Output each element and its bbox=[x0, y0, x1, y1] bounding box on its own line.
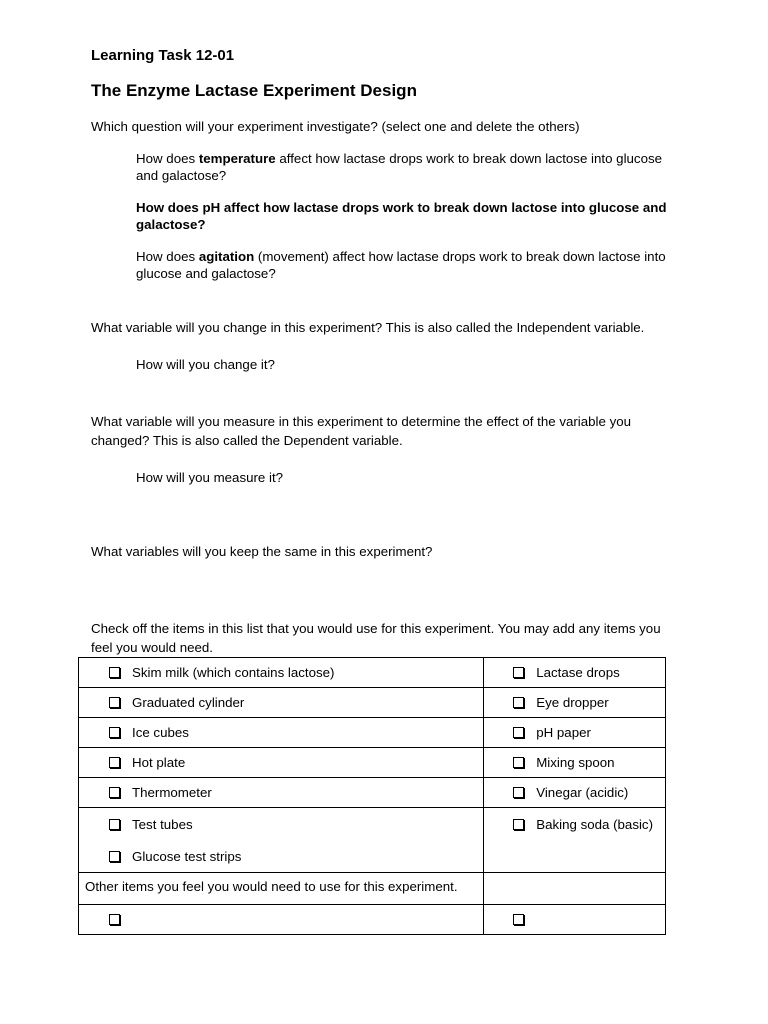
task-label: Learning Task 12-01 bbox=[91, 47, 235, 64]
checklist-item[interactable] bbox=[484, 718, 665, 747]
item-label: Vinegar (acidic) bbox=[536, 785, 629, 800]
checkbox-icon[interactable] bbox=[109, 819, 120, 830]
table-row bbox=[79, 808, 666, 873]
page-title: The Enzyme Lactase Experiment Design bbox=[91, 81, 417, 100]
dependent-variable-question: What variable will you measure in this experiment to determine the effect of the variable you changed? This is also called the Dependent variable. bbox=[91, 414, 632, 448]
option-agitation-bold: agitation bbox=[198, 249, 255, 264]
checkbox-icon[interactable] bbox=[513, 667, 524, 678]
option-ph[interactable]: How does pH affect how lactase drops work to break down lactose into glucose and galactose? bbox=[136, 200, 667, 232]
option-temperature[interactable] bbox=[136, 150, 676, 184]
item-label: Glucose test strips bbox=[132, 848, 242, 864]
checkbox-icon[interactable] bbox=[109, 757, 120, 768]
checkbox-icon[interactable] bbox=[513, 787, 524, 798]
investigate-question: Which question will your experiment investigate? (select one and delete the others) bbox=[91, 119, 580, 134]
table-row bbox=[79, 778, 666, 808]
checklist-item[interactable] bbox=[79, 778, 483, 807]
option-agitation[interactable] bbox=[136, 248, 676, 282]
other-item-entry[interactable] bbox=[484, 905, 665, 934]
checklist-item[interactable] bbox=[484, 658, 665, 687]
option-agitation-post: (movement) affect how lactase drops work to break down lactose into glucose and galactose? bbox=[136, 249, 666, 281]
item-label: Test tubes bbox=[132, 816, 193, 832]
checklist-item[interactable] bbox=[79, 748, 483, 777]
item-label: Lactase drops bbox=[536, 665, 620, 680]
option-agitation-pre: How does bbox=[136, 249, 199, 264]
option-temperature-bold: temperature bbox=[198, 151, 276, 166]
dependent-followup: How will you measure it? bbox=[136, 470, 284, 485]
option-temperature-post: affect how lactase drops work to break down lactose into glucose and galactose? bbox=[136, 151, 663, 183]
checklist-item[interactable] bbox=[79, 688, 483, 717]
checkbox-icon[interactable] bbox=[109, 667, 120, 678]
table-row bbox=[79, 718, 666, 748]
item-label: Skim milk (which contains lactose) bbox=[132, 665, 335, 680]
item-label: Eye dropper bbox=[536, 695, 609, 710]
item-label: Mixing spoon bbox=[536, 755, 615, 770]
checkbox-icon[interactable] bbox=[109, 697, 120, 708]
table-row bbox=[79, 748, 666, 778]
checklist-item[interactable] bbox=[484, 778, 665, 807]
checkbox-icon[interactable] bbox=[513, 757, 524, 768]
other-items-empty[interactable] bbox=[484, 873, 665, 904]
checklist-item[interactable] bbox=[79, 840, 483, 872]
controlled-variables-question: What variables will you keep the same in this experiment? bbox=[91, 544, 433, 559]
checkbox-icon[interactable] bbox=[109, 727, 120, 738]
checkbox-icon[interactable] bbox=[109, 914, 120, 925]
table-row bbox=[79, 688, 666, 718]
checklist-item[interactable] bbox=[484, 748, 665, 777]
item-label: Thermometer bbox=[132, 785, 212, 800]
item-label: Baking soda (basic) bbox=[536, 816, 653, 832]
other-item-entry[interactable] bbox=[79, 905, 483, 934]
checkbox-icon[interactable] bbox=[109, 787, 120, 798]
checkbox-icon[interactable] bbox=[513, 914, 524, 925]
checklist-item[interactable] bbox=[484, 808, 665, 840]
checklist-item[interactable] bbox=[79, 808, 483, 840]
item-label: pH paper bbox=[536, 725, 591, 740]
other-items-label: Other items you feel you would need to use for this experiment. bbox=[85, 879, 458, 894]
item-label: Graduated cylinder bbox=[132, 695, 245, 710]
independent-followup: How will you change it? bbox=[136, 357, 275, 372]
checklist-item[interactable] bbox=[79, 718, 483, 747]
checkbox-icon[interactable] bbox=[513, 697, 524, 708]
checkbox-icon[interactable] bbox=[513, 727, 524, 738]
item-label: Hot plate bbox=[132, 755, 186, 770]
table-row bbox=[79, 873, 666, 905]
item-label: Ice cubes bbox=[132, 725, 189, 740]
table-row bbox=[79, 658, 666, 688]
checkbox-icon[interactable] bbox=[109, 851, 120, 862]
checklist-item[interactable] bbox=[484, 688, 665, 717]
checklist-instructions: Check off the items in this list that you would use for this experiment. You may add any items you feel you would need. bbox=[91, 621, 661, 655]
materials-table bbox=[78, 657, 666, 935]
independent-variable-question: What variable will you change in this experiment? This is also called the Independent variable. bbox=[91, 320, 645, 335]
checklist-item[interactable] bbox=[79, 658, 483, 687]
table-row bbox=[79, 905, 666, 935]
checkbox-icon[interactable] bbox=[513, 819, 524, 830]
option-temperature-pre: How does bbox=[136, 151, 199, 166]
